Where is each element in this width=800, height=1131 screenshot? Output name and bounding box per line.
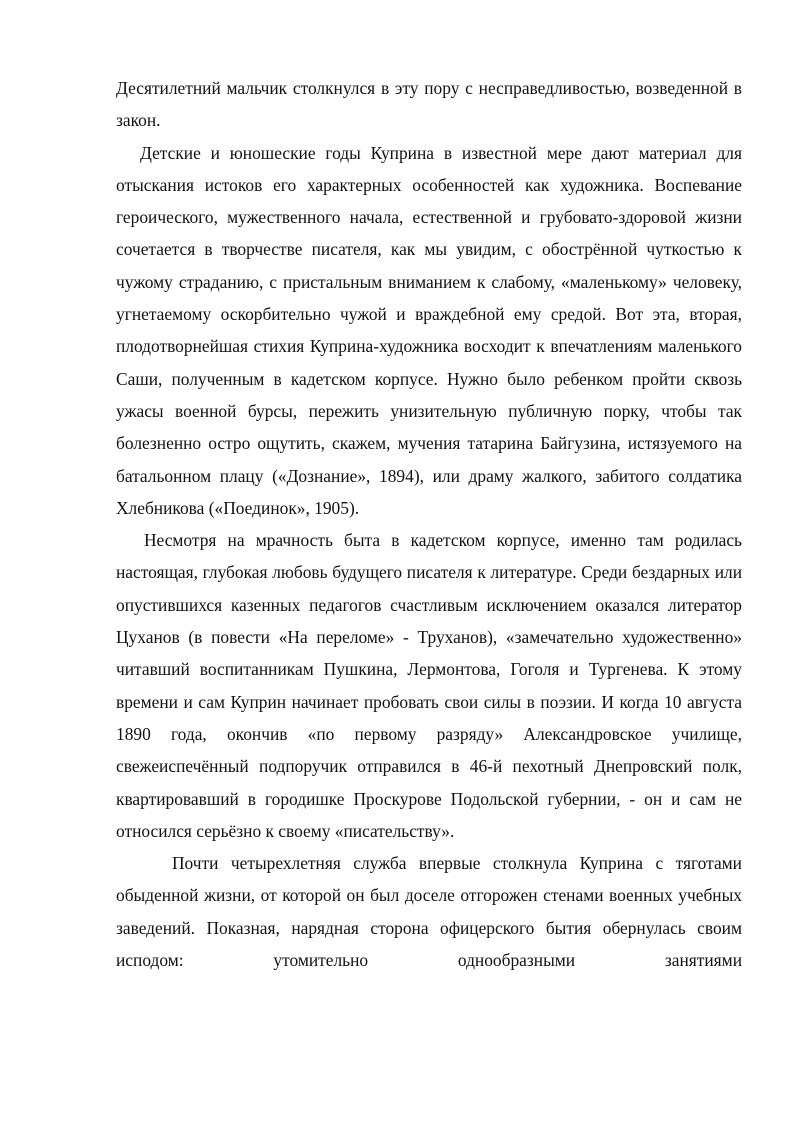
paragraph-3: Несмотря на мрачность быта в кадетском корпусе, именно там родилась настоящая, глубокая любовь будущего писателя к литературе. Среди бездарных или опустившихся казенных педагогов счастливым исключением оказался литератор Цуханов (в повести «На переломе» - Труханов), «замечательно художественно» читавший воспитанникам Пушкина, Лермонтова, Гоголя и Тургенева. К этому времени и сам Куприн начинает пробовать свои силы в поэзии. И когда 10 августа 1890 года, окончив «по первому разряду» Александровское училище, свежеиспечённый подпоручик отправился в 46-й пехотный Днепровский полк, квартировавший в городишке Проскурове Подольской губернии, - он и сам не относился серьёзно к своему «писательству». [116,530,742,841]
paragraph-1: Десятилетний мальчик столкнулся в эту пору с несправедливостью, возведенной в закон. [116,78,742,131]
paragraph-2: Детские и юношеские годы Куприна в известной мере дают материал для отыскания истоков его характерных особенностей как художника. Воспевание героического, мужественного начала, естественной и грубовато-здоровой жизни сочетается в творчестве писателя, как мы увидим, с обострённой чуткостью к чужому страданию, с пристальным вниманием к слабому, «маленькому» человеку, угнетаемому оскорбительно чужой и враждебной ему средой. Вот эта, вторая, плодотворнейшая стихия Куприна-художника восходит к впечатлениям маленького Саши, полученным в кадетском корпусе. Нужно было ребенком пройти сквозь ужасы военной бурсы, пережить унизительную публичную порку, чтобы так болезненно остро ощутить, скажем, мучения татарина Байгузина, истязуемого на батальонном плацу («Дознание», 1894), или драму жалкого, забитого солдатика Хлебникова («Поединок», 1905). [116,142,742,518]
paragraph-4: Почти четырехлетняя служба впервые столкнула Куприна с тяготами обыденной жизни, от которой он был доселе отгорожен стенами военных учебных заведений. Показная, нарядная сторона офицерского бытия обернулась своим исподом: утомительно однообразными занятиями [116,853,742,971]
document-page [116,72,742,976]
